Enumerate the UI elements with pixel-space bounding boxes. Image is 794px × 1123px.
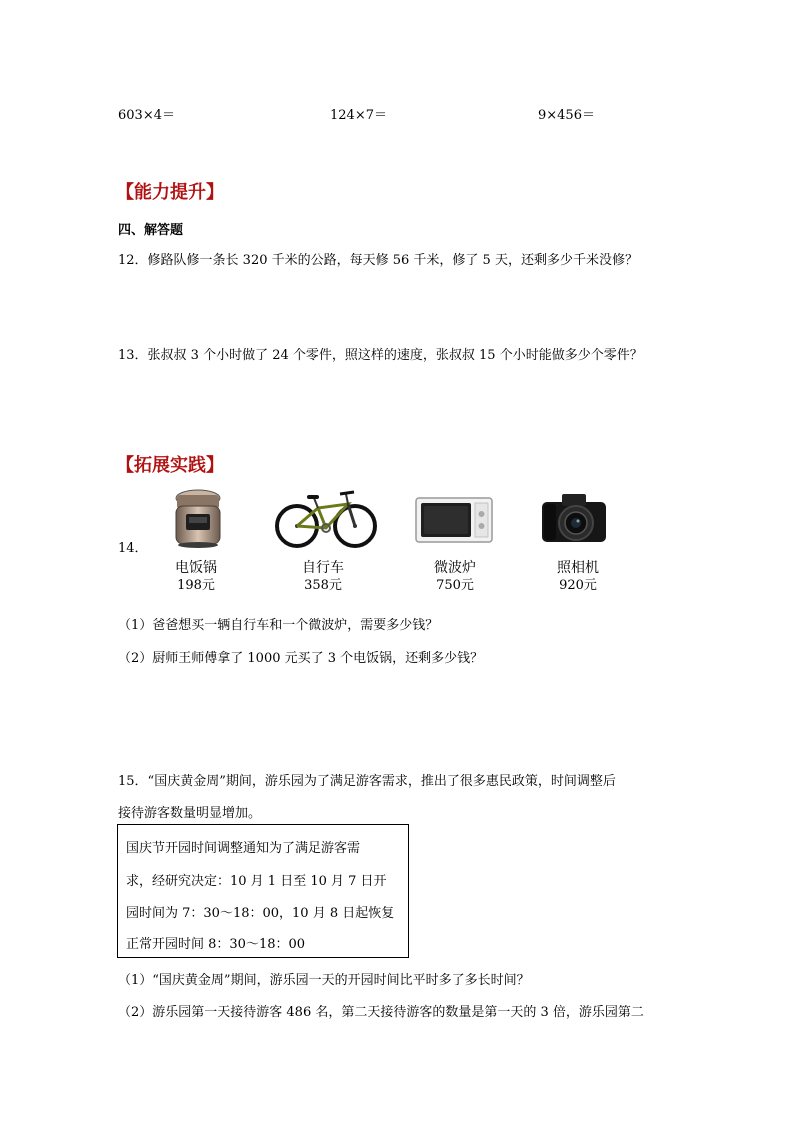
product-price-rice-cooker: 198元 [177, 578, 215, 593]
product-price-microwave: 750元 [436, 578, 474, 593]
question-14-part-2: （2）厨师王师傅拿了 1000 元买了 3 个电饭锅，还剩多少钱？ [118, 651, 484, 666]
product-price-camera: 920元 [559, 578, 597, 593]
camera-icon [540, 490, 608, 548]
calc-problem-3: 9×456＝ [538, 108, 595, 123]
bicycle-icon [274, 488, 378, 550]
product-name-microwave: 微波炉 [434, 560, 476, 576]
microwave-icon [415, 496, 493, 544]
calc-problem-2: 124×7＝ [330, 108, 387, 123]
section-title-ability: 【能力提升】 [116, 182, 224, 203]
notice-line-4: 正常开园时间 8：30～18：00 [126, 937, 306, 952]
question-15-line-1: 15．“国庆黄金周”期间，游乐园为了满足游客需求，推出了很多惠民政策，时间调整后 [118, 774, 616, 789]
product-price-bicycle: 358元 [304, 578, 342, 593]
question-12: 12．修路队修一条长 320 千米的公路，每天修 56 千米，修了 5 天，还剩多少千米没修？ [118, 253, 638, 268]
notice-line-3: 园时间为 7：30～18：00，10 月 8 日起恢复 [126, 906, 395, 921]
heading-answer-questions: 四、解答题 [118, 223, 184, 238]
question-13: 13．张叔叔 3 个小时做了 24 个零件，照这样的速度，张叔叔 15 个小时能做多少个零件？ [118, 348, 643, 363]
notice-line-1: 国庆节开园时间调整通知为了满足游客需 [126, 841, 361, 856]
notice-line-2: 求，经研究决定：10 月 1 日至 10 月 7 日开 [126, 874, 387, 889]
product-name-camera: 照相机 [557, 560, 599, 576]
question-15-part-2: （2）游乐园第一天接待游客 486 名，第二天接待游客的数量是第一天的 3 倍，游乐园第二 [118, 1005, 644, 1020]
product-name-bicycle: 自行车 [302, 560, 344, 576]
question-14-number: 14． [118, 541, 148, 556]
question-15-part-1: （1）“国庆黄金周”期间，游乐园一天的开园时间比平时多了多长时间？ [118, 973, 530, 988]
rice-cooker-icon [168, 486, 228, 550]
section-title-extend: 【拓展实践】 [116, 455, 224, 476]
calc-problem-1: 603×4＝ [118, 108, 175, 123]
question-14-part-1: （1）爸爸想买一辆自行车和一个微波炉，需要多少钱？ [118, 618, 439, 633]
question-15-line-2: 接待游客数量明显增加。 [118, 806, 262, 821]
notice-box [117, 824, 409, 958]
product-name-rice-cooker: 电饭锅 [175, 560, 217, 576]
